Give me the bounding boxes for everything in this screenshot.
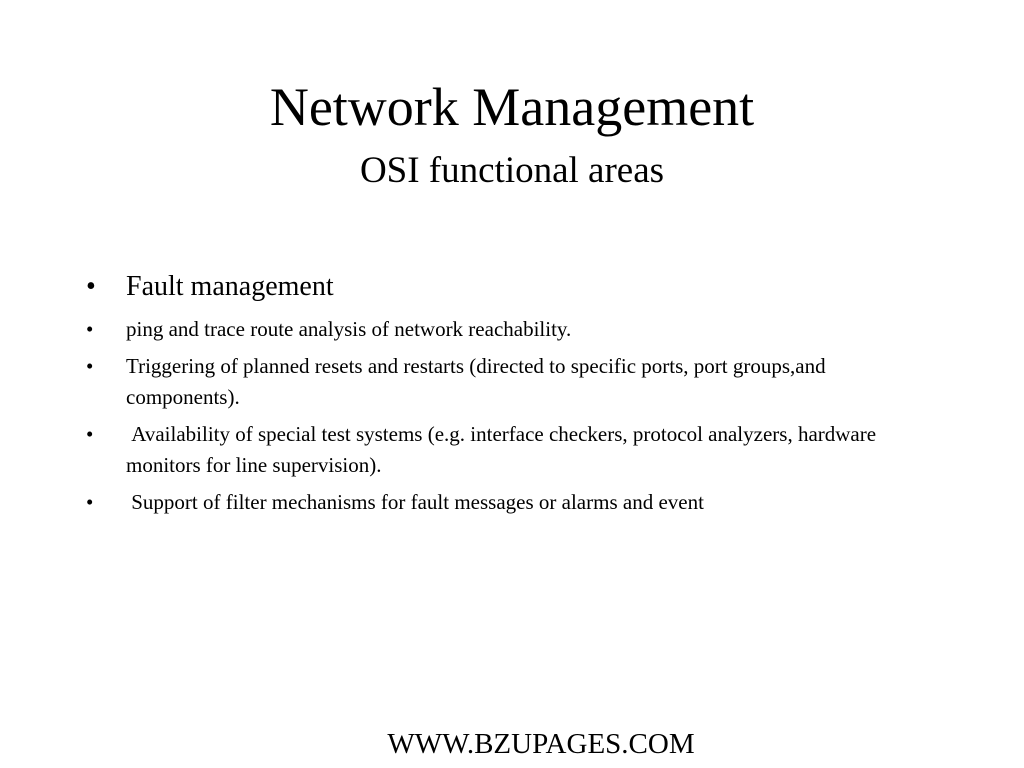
slide-subtitle: OSI functional areas (359, 150, 665, 191)
bullet-text: Fault management (126, 271, 334, 302)
bullet-text: Support of filter mechanisms for fault messages or alarms and event (126, 490, 704, 514)
bullet-item (84, 487, 904, 518)
bullet-item (84, 419, 904, 481)
bullet-text: Availability of special test systems (e.g. interface checkers, protocol analyzers, hardware monitors for line supervision). (126, 422, 882, 477)
bullet-marker: • (86, 490, 94, 514)
slide-title: Network Management (269, 77, 755, 137)
bullet-marker: • (86, 317, 94, 341)
bullet-item (84, 268, 904, 306)
bullet-marker: • (86, 354, 94, 378)
bullet-list (84, 268, 904, 524)
bullet-item (84, 351, 904, 413)
footer-url: WWW.BZUPAGES.COM (387, 728, 695, 760)
bullet-marker: • (86, 271, 96, 302)
bullet-marker: • (86, 422, 94, 446)
bullet-text: ping and trace route analysis of network reachability. (126, 317, 572, 341)
bullet-item (84, 314, 904, 345)
bullet-text: Triggering of planned resets and restarts (directed to specific ports, port groups,and components). (126, 354, 826, 409)
